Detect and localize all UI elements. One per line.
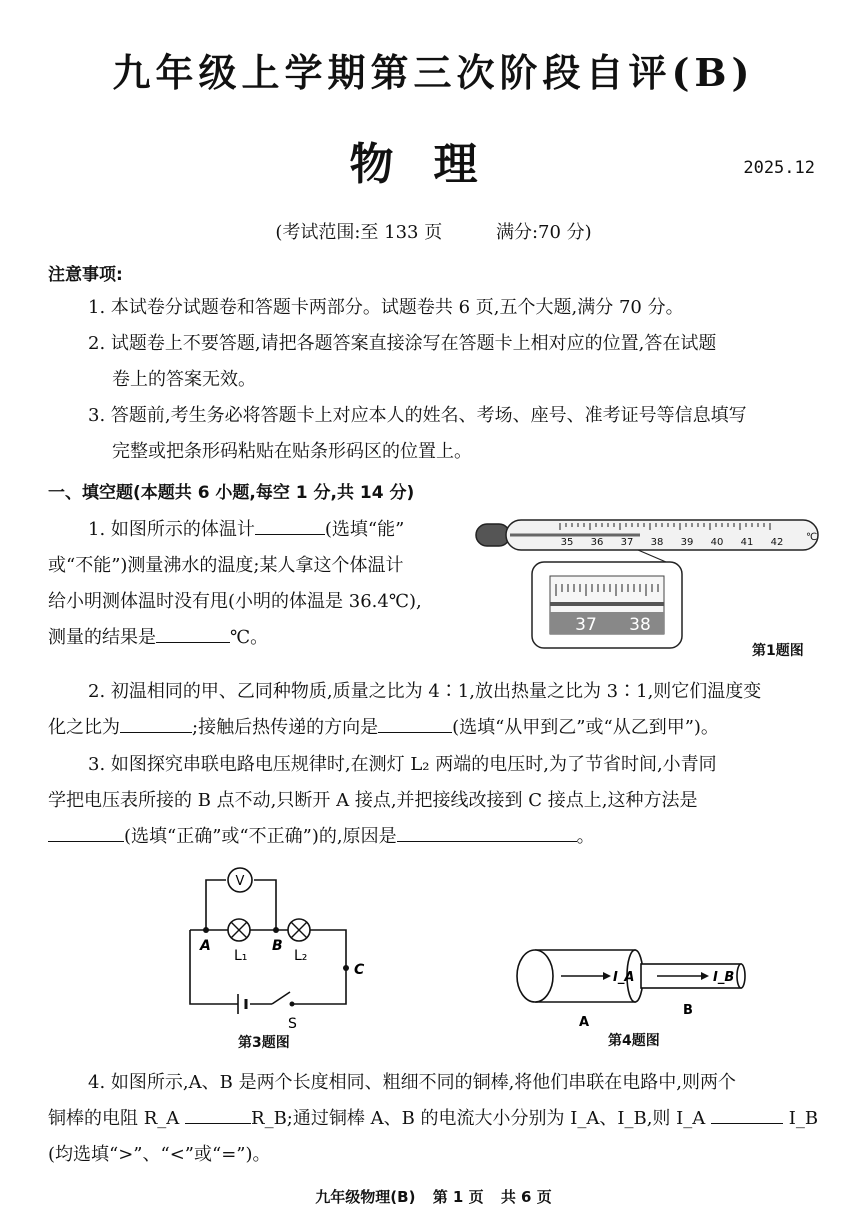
scale-label: 38 (650, 537, 664, 548)
scale-label: 35 (560, 537, 574, 548)
footer-page: 第 1 页 (432, 1188, 484, 1206)
q1-line-1 (88, 513, 404, 547)
q3-line-2: 学把电压表所接的 B 点不动,只断开 A 接点,并把接线改接到 C 接点上,这种方法是 (48, 790, 698, 811)
voltmeter-label: V (235, 874, 245, 889)
page-footer (0, 1186, 867, 1207)
figure-3-caption: 第3题图 (238, 1035, 290, 1051)
q2-text-c: (选填“从甲到乙”或“从乙到甲”)。 (452, 717, 719, 738)
q4-text-b: R_B;通过铜棒 A、B 的电流大小分别为 I_A、I_B,则 I_A (251, 1108, 706, 1129)
point-a-label: A (200, 938, 211, 954)
point-b-label: B (272, 938, 283, 954)
point-c-label: C (354, 962, 365, 978)
figure-4-caption: 第4题图 (608, 1033, 660, 1049)
notice-item-2-cont: 卷上的答案无效。 (112, 369, 256, 390)
figure-1-caption: 第1题图 (752, 643, 804, 659)
section-1-heading: 一、填空题(本题共 6 小题,每空 1 分,共 14 分) (48, 483, 415, 503)
q1-line-2: 或“不能”)测量沸水的温度;某人拿这个体温计 (48, 555, 404, 576)
scale-label: 36 (590, 537, 604, 548)
current-ia-label: I_A (613, 970, 635, 985)
q2-line-1: 2. 初温相同的甲、乙同种物质,质量之比为 4∶1,放出热量之比为 3∶1,则它们温度变 (88, 681, 762, 702)
q4-blank-1[interactable] (185, 1105, 251, 1124)
zoom-label: 38 (629, 615, 651, 635)
celsius-unit: ℃ (806, 532, 818, 543)
scale-label: 40 (710, 537, 724, 548)
q2-blank-2[interactable] (378, 714, 452, 733)
q1-blank-1[interactable] (255, 516, 325, 535)
scope-range: (考试范围:至 133 页 (275, 222, 443, 243)
q1-blank-2[interactable] (156, 624, 230, 643)
q1-text-d: ℃。 (230, 627, 269, 648)
q3-text-b: 。 (576, 826, 595, 847)
q2-text-b: ;接触后热传递的方向是 (192, 717, 379, 738)
lamp-l1-label: L₁ (234, 948, 248, 964)
switch-label: S (288, 1016, 297, 1032)
scale-label: 41 (740, 537, 754, 548)
exam-title: 九年级上学期第三次阶段自评(B) (112, 50, 755, 95)
q2-line-2 (48, 711, 719, 745)
q4-text-c: I_B (788, 1108, 819, 1129)
scale-label: 39 (680, 537, 694, 548)
lamp-icon (288, 919, 310, 941)
q4-text-a: 铜棒的电阻 R_A (48, 1108, 180, 1129)
notice-item-2: 2. 试题卷上不要答题,请把各题答案直接涂写在答题卡上相对应的位置,答在试题 (88, 333, 717, 354)
footer-subject: 九年级物理(B) (315, 1188, 416, 1206)
q1-text-b: (选填“能” (324, 519, 405, 540)
q1-line-3: 给小明测体温时没有甩(小明的体温是 36.4℃), (48, 591, 422, 612)
q3-line-1: 3. 如图探究串联电路电压规律时,在测灯 L₂ 两端的电压时,为了节省时间,小青同 (88, 754, 717, 775)
q1-line-4 (48, 621, 268, 655)
q4-blank-2[interactable] (711, 1105, 783, 1124)
footer-total: 共 6 页 (500, 1188, 552, 1206)
lamp-l2-label: L₂ (294, 948, 308, 964)
q4-line-3: (均选填“>”、“<”或“=”)。 (48, 1144, 271, 1165)
notice-heading: 注意事项: (48, 265, 123, 285)
q4-line-1: 4. 如图所示,A、B 是两个长度相同、粗细不同的铜棒,将他们串联在电路中,则两个 (88, 1072, 737, 1093)
zoom-label: 37 (575, 615, 597, 635)
q3-line-3 (48, 820, 595, 854)
q4-line-2 (48, 1102, 818, 1136)
current-ib-label: I_B (713, 970, 735, 985)
rod-b-label: B (683, 1003, 693, 1018)
q2-text-a: 化之比为 (48, 717, 120, 738)
circuit-diagram (180, 862, 380, 1032)
exam-date: 2025.12 (743, 158, 815, 178)
q3-blank-2[interactable] (397, 823, 577, 842)
q3-text-a: (选填“正确”或“不正确”)的,原因是 (124, 826, 397, 847)
rod-a-label: A (579, 1015, 590, 1028)
q3-blank-1[interactable] (48, 823, 124, 842)
notice-item-3: 3. 答题前,考生务必将答题卡上对应本人的姓名、考场、座号、准考证号等信息填写 (88, 405, 747, 426)
scale-label: 42 (770, 537, 784, 548)
q1-text-c: 测量的结果是 (48, 627, 156, 648)
q1-text-a: 1. 如图所示的体温计 (88, 519, 255, 540)
exam-scope (0, 218, 867, 244)
q2-blank-1[interactable] (120, 714, 192, 733)
notice-item-3-cont: 完整或把条形码粘贴在贴条形码区的位置上。 (112, 441, 472, 462)
notice-item-1: 1. 本试卷分试题卷和答题卡两部分。试题卷共 6 页,五个大题,满分 70 分。 (88, 297, 684, 318)
lamp-icon (228, 919, 250, 941)
scale-label: 37 (620, 537, 634, 548)
copper-rods-figure (505, 938, 755, 1028)
subject-title: 物理 (349, 139, 518, 190)
full-score: 满分:70 分) (495, 222, 592, 243)
